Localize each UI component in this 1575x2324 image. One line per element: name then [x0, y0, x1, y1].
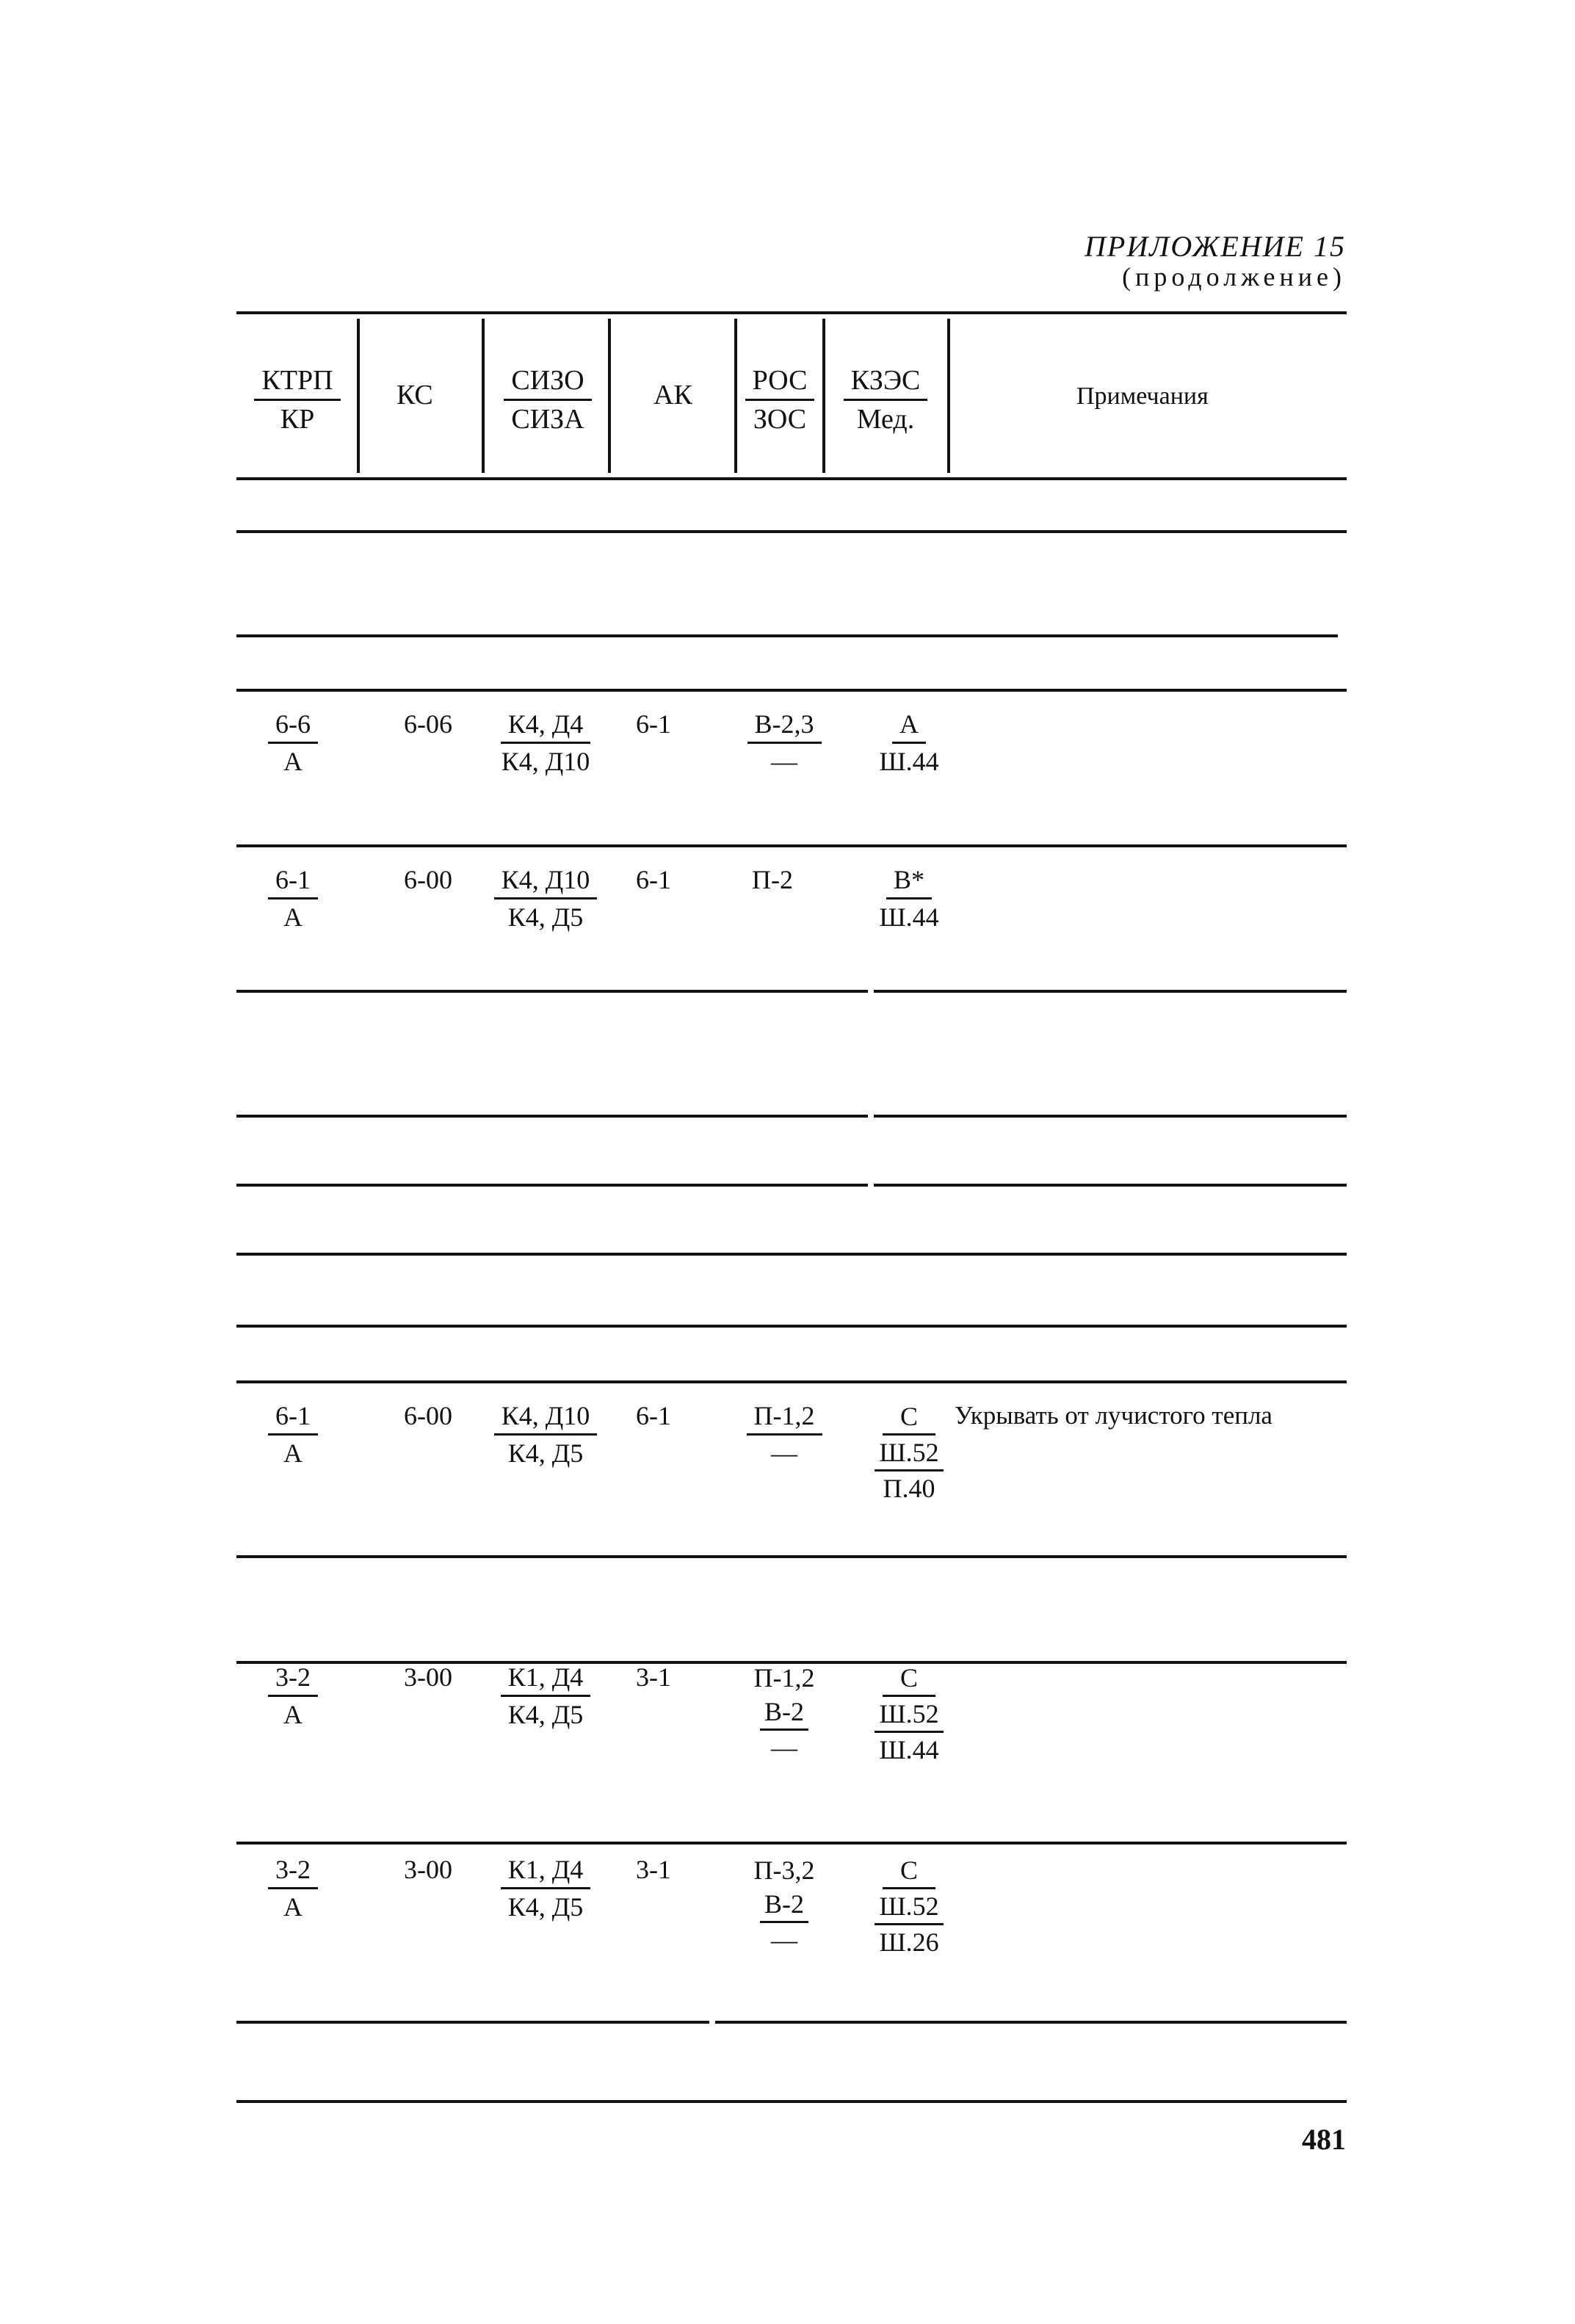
- header-sizo: СИЗО: [504, 363, 591, 401]
- table-row-2-sizo-siza: [486, 864, 605, 933]
- header-kzes-med: [827, 363, 944, 436]
- table-row-4-sizo-siza: [486, 1661, 605, 1731]
- siza-value: К4, Д10: [501, 747, 590, 776]
- ktrp-value: 3-2: [268, 1661, 318, 1697]
- ks-value: 6-00: [404, 865, 452, 894]
- ktrp-value: 3-2: [268, 1853, 318, 1889]
- med-value: Ш.52: [875, 1889, 943, 1925]
- ros-value: П-1,2: [753, 1663, 815, 1693]
- sizo-value: К4, Д10: [494, 864, 598, 899]
- row-rule: [236, 634, 1338, 637]
- appendix-title: ПРИЛОЖЕНИЕ 15: [1085, 230, 1346, 263]
- row-rule: [236, 1115, 868, 1118]
- ks-value: 6-06: [404, 709, 452, 739]
- ak-value: 6-1: [636, 865, 671, 894]
- table-row-2-ktrp-kr: [247, 864, 339, 933]
- header-ak: АК: [653, 380, 692, 410]
- ros-value: П-3,2: [753, 1856, 815, 1885]
- header-kr: КР: [280, 404, 315, 435]
- med-value: Ш.52: [875, 1697, 943, 1733]
- ak-value: 3-1: [636, 1855, 671, 1884]
- ros-value: В-2: [760, 1887, 808, 1923]
- zos-value: —: [771, 747, 797, 776]
- zos-value: —: [771, 1438, 797, 1468]
- sizo-value: К4, Д10: [494, 1400, 598, 1436]
- table-row-2-kzes-med: [863, 864, 955, 933]
- siza-value: К4, Д5: [507, 1700, 584, 1729]
- table-row-5-sizo-siza: [486, 1853, 605, 1923]
- kr-value: А: [283, 1700, 303, 1729]
- kr-value: А: [283, 747, 303, 776]
- ros-value: П-2: [752, 865, 793, 894]
- ks-value: 3-00: [404, 1855, 452, 1884]
- table-row-5-kzes-med: [863, 1853, 955, 1959]
- med-value: Ш.44: [879, 902, 939, 932]
- row-rule: [715, 2021, 1347, 2024]
- med-value: П.40: [883, 1474, 935, 1503]
- kr-value: А: [283, 1438, 303, 1468]
- siza-value: К4, Д5: [507, 1438, 584, 1468]
- table-row-3-ktrp-kr: [247, 1400, 339, 1469]
- row-rule: [236, 530, 1347, 533]
- kzes-value: С: [883, 1853, 935, 1889]
- row-rule: [236, 1325, 1347, 1328]
- table-row-5-ktrp-kr: [247, 1853, 339, 1923]
- ros-value: В-2,3: [747, 708, 822, 744]
- ktrp-value: 6-1: [268, 864, 318, 899]
- note-text: Укрывать от лучистого тепла: [955, 1401, 1272, 1430]
- header-notes: Примечания: [1076, 383, 1209, 410]
- ktrp-value: 6-1: [268, 1400, 318, 1436]
- kr-value: А: [283, 902, 303, 932]
- header-divider: [482, 319, 485, 473]
- siza-value: К4, Д5: [507, 1892, 584, 1922]
- ks-value: 3-00: [404, 1662, 452, 1692]
- table-row-1-sizo-siza: [486, 708, 605, 778]
- row-rule: [236, 1842, 1347, 1845]
- page-number: 481: [1302, 2123, 1346, 2156]
- kzes-value: В*: [886, 864, 932, 899]
- table-row-3-kzes-med: [863, 1400, 955, 1505]
- kzes-value: С: [883, 1661, 935, 1697]
- siza-value: К4, Д5: [507, 902, 584, 932]
- header-ros-zos: [737, 363, 822, 436]
- table-row-4-ros-zos: [742, 1661, 827, 1764]
- header-ros: РОС: [745, 363, 815, 401]
- header-divider: [608, 319, 611, 473]
- header-ktrp: КТРП: [254, 363, 340, 401]
- sizo-value: К1, Д4: [501, 1661, 591, 1697]
- row-rule: [874, 990, 1347, 993]
- ak-value: 6-1: [636, 709, 671, 739]
- header-zos: ЗОС: [753, 404, 807, 435]
- table-row-4-ktrp-kr: [247, 1661, 339, 1731]
- ks-value: 6-00: [404, 1401, 452, 1430]
- header-ks: КС: [397, 380, 433, 410]
- table-row-4-kzes-med: [863, 1661, 955, 1767]
- row-rule: [236, 1184, 868, 1187]
- table-row-5-ros-zos: [742, 1853, 827, 1957]
- ak-value: 6-1: [636, 1401, 671, 1430]
- med-value: Ш.44: [879, 1735, 939, 1764]
- kr-value: А: [283, 1892, 303, 1922]
- zos-value: —: [771, 1925, 797, 1955]
- row-rule: [236, 2021, 709, 2024]
- zos-value: —: [771, 1733, 797, 1762]
- table-row-3-ros-zos: [742, 1400, 827, 1469]
- med-value: Ш.26: [879, 1927, 939, 1957]
- row-rule: [236, 689, 1347, 692]
- header-divider: [822, 319, 825, 473]
- table-row-1-ktrp-kr: [247, 708, 339, 778]
- ros-value: В-2: [760, 1695, 808, 1731]
- header-sizo-siza: [489, 363, 607, 436]
- row-rule: [874, 1184, 1347, 1187]
- ktrp-value: 6-6: [268, 708, 318, 744]
- header-med: Мед.: [856, 404, 915, 435]
- table-row-1-kzes-med: [863, 708, 955, 778]
- header-kzes: КЗЭС: [844, 363, 928, 401]
- sizo-value: К1, Д4: [501, 1853, 591, 1889]
- row-rule: [874, 1115, 1347, 1118]
- row-rule: [236, 844, 1347, 847]
- med-value: Ш.52: [875, 1436, 943, 1471]
- ak-value: 3-1: [636, 1662, 671, 1692]
- header-divider: [357, 319, 360, 473]
- ros-value: П-1,2: [747, 1400, 822, 1436]
- row-rule: [236, 990, 868, 993]
- table-row-3-sizo-siza: [486, 1400, 605, 1469]
- header-ktrp-kr: [242, 363, 352, 436]
- med-value: Ш.44: [879, 747, 939, 776]
- table-row-1-ros-zos: [742, 708, 827, 778]
- row-rule: [236, 1380, 1347, 1383]
- row-rule: [236, 1253, 1347, 1256]
- kzes-value: С: [883, 1400, 935, 1436]
- header-divider: [947, 319, 950, 473]
- appendix-subtitle: (продолжение): [1122, 262, 1346, 292]
- header-bottom-rule: [236, 477, 1347, 480]
- table-top-rule: [236, 311, 1347, 314]
- row-rule: [236, 1555, 1347, 1558]
- sizo-value: К4, Д4: [501, 708, 591, 744]
- row-rule: [236, 2100, 1347, 2103]
- kzes-value: А: [892, 708, 926, 744]
- header-siza: СИЗА: [511, 404, 584, 435]
